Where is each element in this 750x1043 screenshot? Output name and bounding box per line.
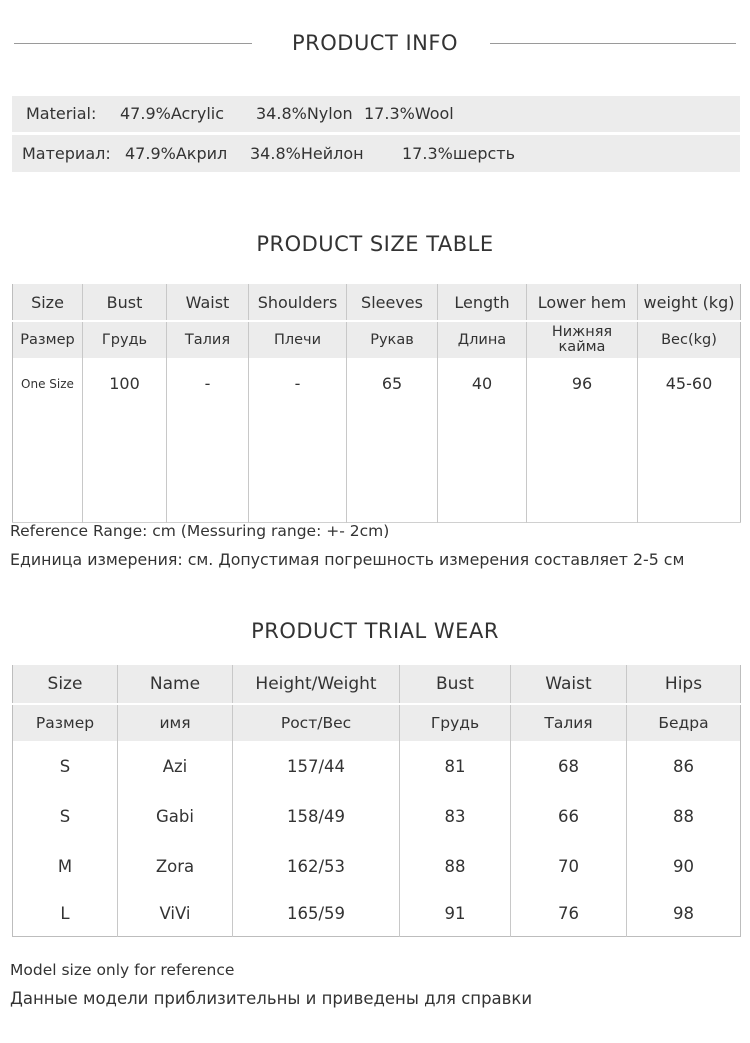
trial-header-en (13, 665, 741, 704)
size-table-title: PRODUCT SIZE TABLE (256, 232, 494, 256)
trial-hips-cell: 86 (673, 756, 694, 776)
waist-header-ru: Талия (167, 321, 249, 358)
size-table-header-ru (13, 321, 741, 358)
trial-waist-cell: 66 (511, 791, 627, 841)
size-cell: One Size (13, 358, 83, 523)
shoulders-cell: - (249, 358, 347, 523)
lower-hem-header-en: Lower hem (527, 284, 638, 321)
weight-header-en: weight (kg) (638, 284, 741, 321)
trial-note-ru: Данные модели приблизительны и приведены для справки (10, 989, 533, 1008)
waist-cell: - (167, 358, 249, 523)
material-ru-label: Материал: (22, 144, 111, 163)
size-table-row (13, 358, 741, 523)
trial-header-ru (13, 704, 741, 741)
trial-height-weight-cell: 162/53 (233, 841, 400, 891)
trial-size-cell: L (13, 891, 118, 937)
lower-hem-header-ru: Нижняя кайма (527, 321, 638, 358)
material-en-wool: 17.3%Wool (364, 104, 454, 123)
trial-hips-cell: 90 (673, 856, 694, 876)
size-header-en: Size (13, 284, 83, 321)
trial-bust-header-en: Bust (400, 665, 511, 704)
trial-note-en: Model size only for reference (10, 961, 235, 979)
size-note-en: Reference Range: cm (Messuring range: +- 2cm) (10, 522, 390, 540)
trial-name-header-ru: имя (118, 704, 233, 741)
trial-name-cell: Azi (118, 741, 233, 791)
material-ru-nylon: 34.8%Нейлон (250, 144, 364, 163)
material-en-acrylic: 47.9%Acrylic (120, 104, 225, 123)
trial-bust-cell: 91 (400, 891, 511, 937)
bust-header-ru: Грудь (83, 321, 167, 358)
trial-waist-cell: 68 (511, 741, 627, 791)
trial-size-header-en: Size (13, 665, 118, 704)
trial-hips-header-en: Hips (627, 665, 741, 704)
trial-bust-header-ru: Грудь (400, 704, 511, 741)
trial-name-header-en: Name (118, 665, 233, 704)
trial-height-weight-cell: 165/59 (233, 891, 400, 937)
trial-wear-table (12, 665, 741, 937)
weight-cell: 45-60 (665, 374, 713, 393)
table-row (13, 891, 741, 937)
trial-wear-title: PRODUCT TRIAL WEAR (251, 619, 499, 643)
size-table (12, 284, 741, 523)
size-table-header-en (13, 284, 741, 321)
size-header-ru: Размер (13, 321, 83, 358)
table-row (13, 741, 741, 791)
sleeves-cell: 65 (347, 358, 438, 523)
sleeves-header-en: Sleeves (347, 284, 438, 321)
trial-name-cell: ViVi (118, 891, 233, 937)
trial-waist-header-en: Waist (511, 665, 627, 704)
trial-name-cell: Gabi (118, 791, 233, 841)
bust-cell: 100 (83, 358, 167, 523)
table-row (13, 791, 741, 841)
material-ru-wool: 17.3%шерсть (402, 144, 516, 163)
material-en-row (12, 96, 740, 132)
length-header-ru: Длина (438, 321, 527, 358)
trial-hips-cell: 98 (673, 904, 694, 923)
trial-size-cell: M (13, 841, 118, 891)
waist-header-en: Waist (167, 284, 249, 321)
trial-hips-cell: 88 (673, 806, 694, 826)
product-info-title: PRODUCT INFO (291, 31, 458, 55)
trial-size-header-ru: Размер (13, 704, 118, 741)
length-header-en: Length (438, 284, 527, 321)
trial-waist-header-ru: Талия (511, 704, 627, 741)
trial-bust-cell: 83 (400, 791, 511, 841)
length-cell: 40 (438, 358, 527, 523)
sleeves-header-ru: Рукав (347, 321, 438, 358)
material-en-nylon: 34.8%Nylon (256, 104, 353, 123)
table-row (13, 841, 741, 891)
trial-bust-cell: 81 (400, 741, 511, 791)
trial-height-weight-header-en: Height/Weight (233, 665, 400, 704)
shoulders-header-en: Shoulders (249, 284, 347, 321)
material-en-label: Material: (26, 104, 97, 123)
trial-size-cell: S (13, 791, 118, 841)
trial-waist-cell: 70 (511, 841, 627, 891)
bust-header-en: Bust (83, 284, 167, 321)
trial-name-cell: Zora (118, 841, 233, 891)
material-ru-row (12, 135, 740, 172)
size-note-ru: Единица измерения: см. Допустимая погрешность измерения составляет 2-5 см (10, 550, 685, 569)
trial-height-weight-cell: 157/44 (233, 741, 400, 791)
trial-height-weight-cell: 158/49 (233, 791, 400, 841)
trial-height-weight-header-ru: Рост/Вес (233, 704, 400, 741)
material-ru-acrylic: 47.9%Акрил (125, 144, 228, 163)
weight-header-ru: Вес(kg) (638, 321, 741, 358)
trial-bust-cell: 88 (400, 841, 511, 891)
trial-hips-header-ru: Бедра (627, 704, 741, 741)
trial-waist-cell: 76 (511, 891, 627, 937)
trial-size-cell: S (13, 741, 118, 791)
shoulders-header-ru: Плечи (249, 321, 347, 358)
lower-hem-cell: 96 (527, 358, 638, 523)
